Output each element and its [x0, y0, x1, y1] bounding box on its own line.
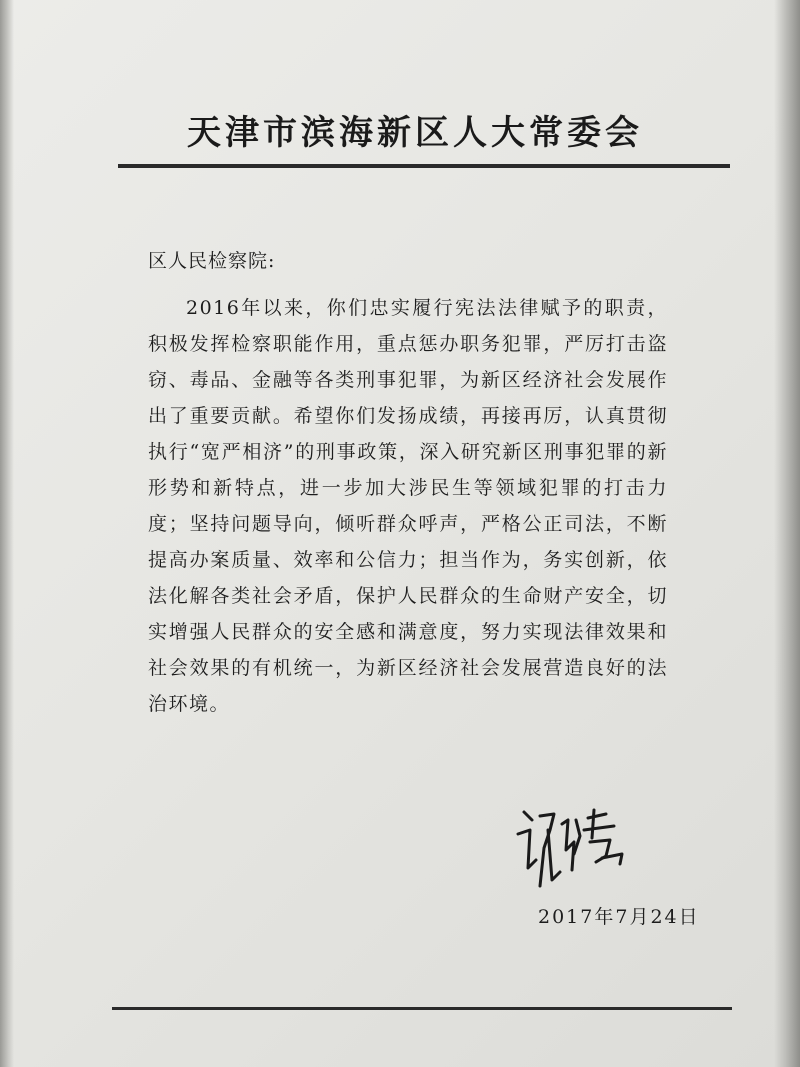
paper-left-shadow [0, 0, 14, 1067]
paper-right-shadow [774, 0, 800, 1067]
letterhead-rule [118, 164, 730, 168]
footer-rule [112, 1007, 732, 1010]
salutation: 区人民检察院: [148, 250, 276, 272]
handwritten-signature [510, 790, 640, 900]
letter-date: 2017年7月24日 [538, 906, 700, 928]
letter-body: 2016年以来，你们忠实履行宪法法律赋予的职责，积极发挥检察职能作用，重点惩办职务犯罪，严厉打击盗窃、毒品、金融等各类刑事犯罪，为新区经济社会发展作出了重要贡献。希望你们发扬成绩，再接再厉，认真贯彻执行“宽严相济”的刑事政策，深入研究新区刑事犯罪的新形势和新特点，进一步加大涉民生等领域犯罪的打击力度；坚持问题导向，倾听群众呼声，严格公正司法，不断提高办案质量、效率和公信力；担当作为，务实创新，依法化解各类社会矛盾，保护人民群众的生命财产安全，切实增强人民群众的安全感和满意度，努力实现法律效果和社会效果的有机统一，为新区经济社会发展营造良好的法治环境。 [148, 297, 668, 715]
letterhead-title: 天津市滨海新区人大常委会 [187, 113, 643, 153]
